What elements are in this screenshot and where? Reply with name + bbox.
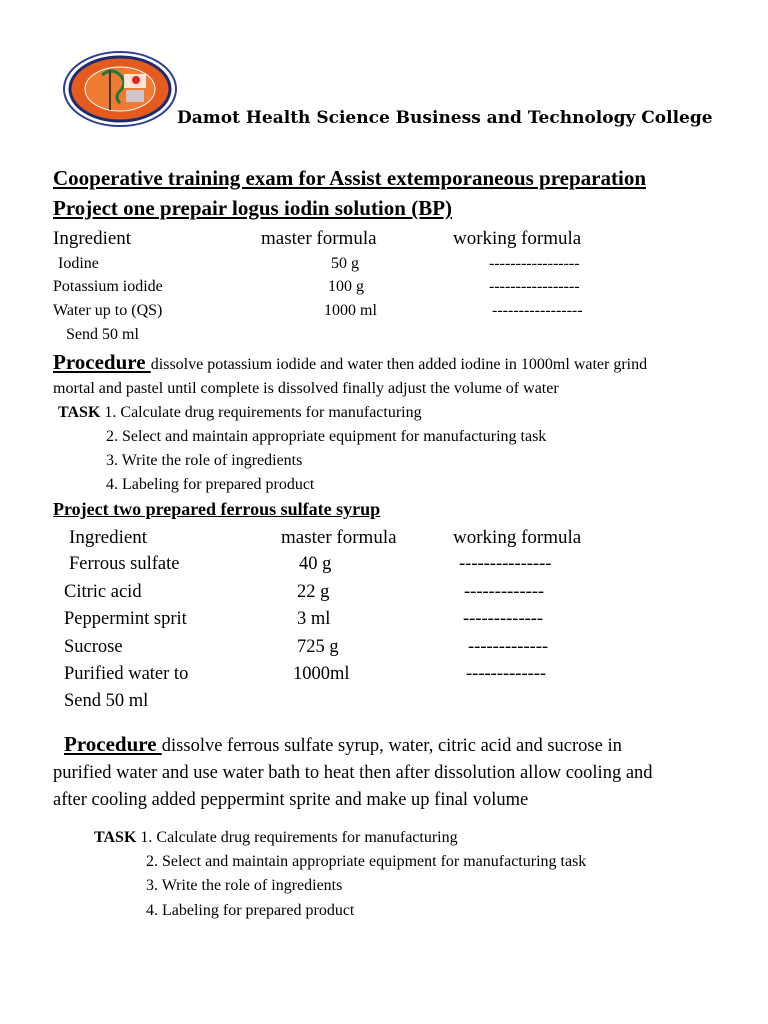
p2-master: 40 g <box>299 554 332 574</box>
p1-task-4: 4. Labeling for prepared product <box>106 476 315 493</box>
college-logo <box>62 50 178 128</box>
p1-task-text: 1. Calculate drug requirements for manufacturing <box>104 404 422 421</box>
p2-procedure-label: Procedure <box>64 732 162 756</box>
p1-procedure-line2: mortal and pastel until complete is dissolved finally adjust the volume of water <box>53 380 559 397</box>
p2-master: 3 ml <box>297 609 331 629</box>
p1-task-3: 3. Write the role of ingredients <box>106 452 303 469</box>
p2-working: ------------- <box>466 664 547 684</box>
p2-procedure-line3: after cooling added peppermint sprite and make up final volume <box>53 790 529 810</box>
p2-task-2: 2. Select and maintain appropriate equipment for manufacturing task <box>146 853 587 870</box>
p1-task-2: 2. Select and maintain appropriate equipment for manufacturing task <box>106 428 547 445</box>
p2-working: ------------- <box>463 609 544 629</box>
p2-task-label: TASK <box>94 829 137 846</box>
p2-col-master: master formula <box>281 527 397 548</box>
p1-task-label: TASK <box>58 404 101 421</box>
p1-ingredient: Water up to (QS) <box>53 302 163 319</box>
p2-procedure-line1 <box>64 732 622 757</box>
p2-working: --------------- <box>459 554 552 574</box>
p1-col-working: working formula <box>453 228 582 249</box>
p1-ingredient: Iodine <box>58 255 99 272</box>
p2-task-text: 1. Calculate drug requirements for manufacturing <box>140 829 458 846</box>
p1-working: ----------------- <box>489 278 580 295</box>
college-seal-icon <box>62 50 178 128</box>
college-name: Damot Health Science Business and Technology College <box>177 108 713 128</box>
p1-procedure-line1 <box>53 350 647 375</box>
p2-task-3: 3. Write the role of ingredients <box>146 877 343 894</box>
p1-col-ingredient: Ingredient <box>53 228 132 249</box>
p1-task-1 <box>58 404 422 422</box>
p2-master: 1000ml <box>293 664 350 684</box>
p2-master: 725 g <box>297 637 339 657</box>
p1-ingredient: Potassium iodide <box>53 278 163 295</box>
p2-working: ------------- <box>464 582 545 602</box>
p1-procedure-label: Procedure <box>53 350 151 374</box>
p2-send: Send 50 ml <box>64 691 149 711</box>
p1-master: 50 g <box>331 255 359 272</box>
p1-procedure-text: dissolve potassium iodide and water then added iodine in 1000ml water grind <box>150 356 648 373</box>
exam-title: Cooperative training exam for Assist extemporaneous preparation <box>53 166 647 190</box>
p2-working: ------------- <box>468 637 549 657</box>
p2-ingredient: Citric acid <box>64 582 142 602</box>
project-two-title: Project two prepared ferrous sulfate syrup <box>53 499 381 519</box>
p2-ingredient: Purified water to <box>64 664 189 684</box>
p1-master: 1000 ml <box>324 302 377 319</box>
p1-master: 100 g <box>328 278 364 295</box>
p2-task-1 <box>94 829 458 847</box>
p2-task-4: 4. Labeling for prepared product <box>146 902 355 919</box>
p1-col-master: master formula <box>261 228 377 249</box>
p2-col-ingredient: Ingredient <box>69 527 148 548</box>
p1-send: Send 50 ml <box>66 326 139 343</box>
p2-procedure-line2: purified water and use water bath to heat then after dissolution allow cooling and <box>53 763 653 783</box>
project-one-title: Project one prepair logus iodin solution (BP) <box>53 196 453 220</box>
p2-procedure-text: dissolve ferrous sulfate syrup, water, citric acid and sucrose in <box>161 736 622 756</box>
p2-ingredient: Peppermint sprit <box>64 609 187 629</box>
p2-ingredient: Ferrous sulfate <box>69 554 180 574</box>
p1-working: ----------------- <box>492 302 583 319</box>
p2-col-working: working formula <box>453 527 582 548</box>
p2-ingredient: Sucrose <box>64 637 123 657</box>
p1-working: ----------------- <box>489 255 580 272</box>
p2-master: 22 g <box>297 582 330 602</box>
